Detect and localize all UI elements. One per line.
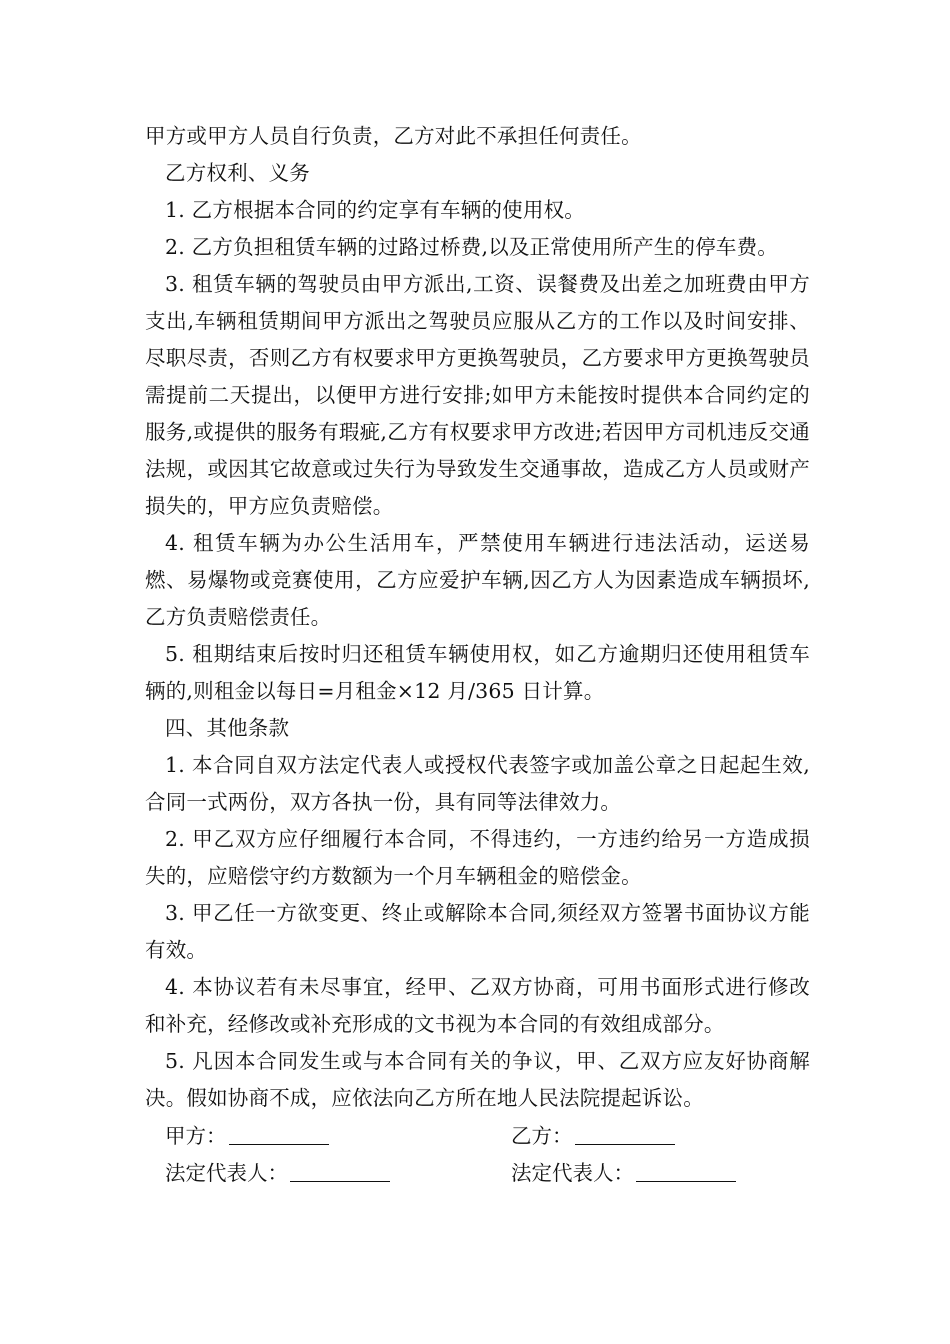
party-a-label: 甲方： bbox=[165, 1124, 227, 1148]
paragraph: 4. 租赁车辆为办公生活用车，严禁使用车辆进行违法活动，运送易燃、易爆物或竞赛使用，乙方应爱护车辆,因乙方人为因素造成车辆损坏,乙方负责赔偿责任。 bbox=[145, 531, 810, 629]
paragraph: 甲方或甲方人员自行负责，乙方对此不承担任何责任。 bbox=[145, 124, 642, 148]
paragraph: 2. 乙方负担租赁车辆的过路过桥费,以及正常使用所产生的停车费。 bbox=[165, 235, 778, 259]
party-a-rep-signature-line bbox=[290, 1159, 390, 1182]
party-b-rep-label: 法定代表人： bbox=[511, 1161, 634, 1185]
signature-block bbox=[165, 1118, 805, 1192]
party-b-rep-signature-line bbox=[636, 1159, 736, 1182]
paragraph: 5. 凡因本合同发生或与本合同有关的争议，甲、乙双方应友好协商解决。假如协商不成，应依法向乙方所在地人民法院提起诉讼。 bbox=[145, 1049, 810, 1110]
signature-row-representative bbox=[165, 1155, 805, 1192]
paragraph: 3. 租赁车辆的驾驶员由甲方派出,工资、误餐费及出差之加班费由甲方支出,车辆租赁期间甲方派出之驾驶员应服从乙方的工作以及时间安排、尽职尽责，否则乙方有权要求甲方更换驾驶员，乙方要求甲方更换驾驶员需提前二天提出，以便甲方进行安排;如甲方未能按时提供本合同约定的服务,或提供的服务有瑕疵,乙方有权要求甲方改进;若因甲方司机违反交通法规，或因其它故意或过失行为导致发生交通事故，造成乙方人员或财产损失的，甲方应负责赔偿。 bbox=[145, 272, 810, 518]
paragraph: 1. 本合同自双方法定代表人或授权代表签字或加盖公章之日起起生效,合同一式两份，双方各执一份，具有同等法律效力。 bbox=[145, 753, 810, 814]
paragraph: 1. 乙方根据本合同的约定享有车辆的使用权。 bbox=[165, 198, 585, 222]
section-heading-party-b-rights: 乙方权利、义务 bbox=[165, 161, 310, 185]
paragraph: 5. 租期结束后按时归还租赁车辆使用权，如乙方逾期归还使用租赁车辆的,则租金以每日=月租金×12 月/365 日计算。 bbox=[145, 642, 810, 703]
party-b-label: 乙方： bbox=[511, 1124, 573, 1148]
party-b-signature-line bbox=[575, 1122, 675, 1145]
party-a-signature-line bbox=[229, 1122, 329, 1145]
paragraph: 3. 甲乙任一方欲变更、终止或解除本合同,须经双方签署书面协议方能有效。 bbox=[145, 901, 810, 962]
signature-row-party bbox=[165, 1118, 805, 1155]
section-heading-other-terms: 四、其他条款 bbox=[165, 716, 290, 740]
paragraph: 4. 本协议若有未尽事宜，经甲、乙双方协商，可用书面形式进行修改和补充，经修改或补充形成的文书视为本合同的有效组成部分。 bbox=[145, 975, 810, 1036]
contract-body bbox=[145, 118, 810, 1117]
party-a-rep-label: 法定代表人： bbox=[165, 1161, 288, 1185]
paragraph: 2. 甲乙双方应仔细履行本合同，不得违约，一方违约给另一方造成损失的，应赔偿守约方数额为一个月车辆租金的赔偿金。 bbox=[145, 827, 810, 888]
